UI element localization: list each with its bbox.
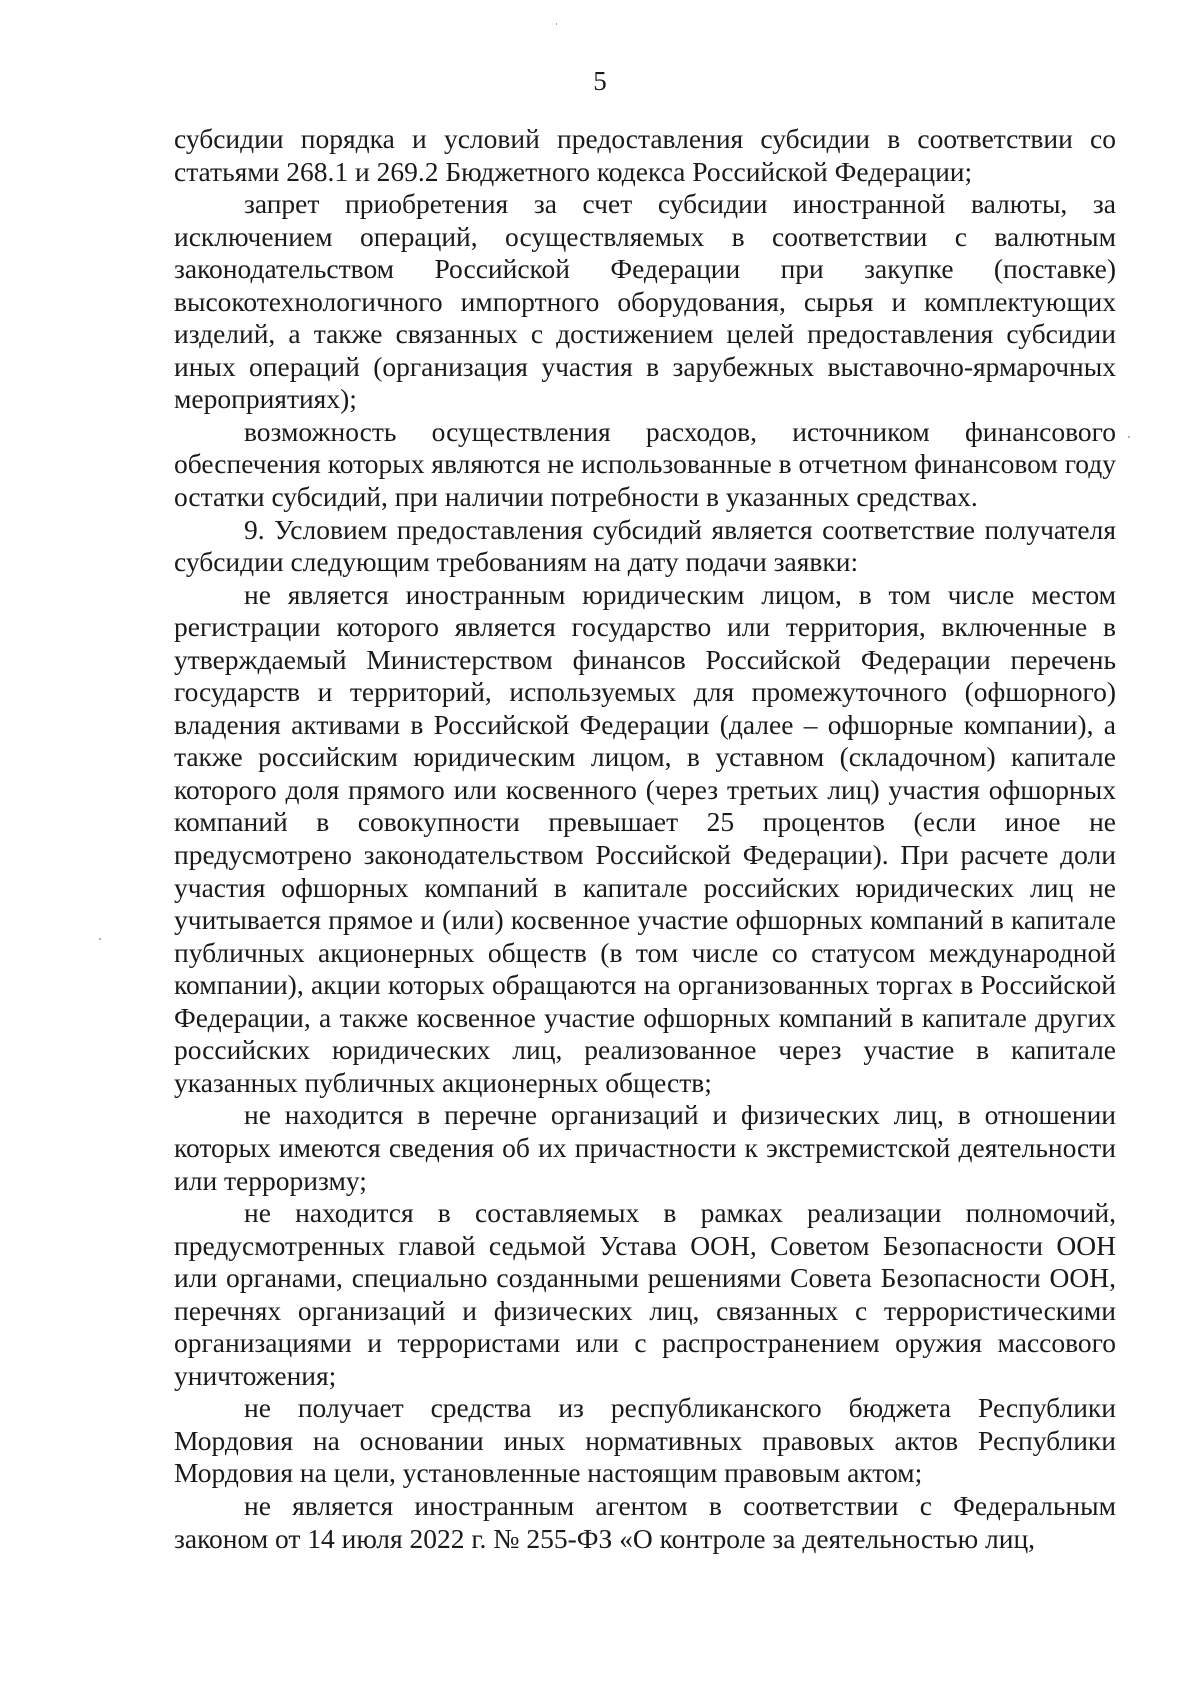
document-body bbox=[174, 123, 1116, 1555]
scan-speck bbox=[1128, 436, 1130, 438]
scan-speck bbox=[99, 938, 101, 940]
paragraph-subsidy-procedure: субсидии порядка и условий предоставления субсидии в соответствии со статьями 268.1 и 269.2 Бюджетного кодекса Российской Федерации; bbox=[174, 123, 1116, 187]
paragraph-not-extremist-list: не находится в перечне организаций и физических лиц, в отношении которых имеются сведения об их причастности к экстремистской деятельности или терроризму; bbox=[174, 1099, 1116, 1196]
paragraph-not-foreign-entity: не является иностранным юридическим лицом, в том числе местом регистрации которого является государство или территория, включенные в утверждаемый Министерством финансов Российской Федерации перечень государств и территорий, используемых для промежуточного (офшорного) владения активами в Российской Федерации (далее – офшорные компании), а также российским юридическим лицом, в уставном (складочном) капитале которого доля прямого или косвенного (через третьих лиц) участия офшорных компаний в совокупности превышает 25 процентов (если иное не предусмотрено законодательством Российской Федерации). При расчете доли участия офшорных компаний в капитале российских юридических лиц не учитывается прямое и (или) косвенное участие офшорных компаний в капитале публичных акционерных обществ (в том числе со статусом международной компании), акции которых обращаются на организованных торгах в Российской Федерации, а также косвенное участие офшорных компаний в капитале других российских юридических лиц, реализованное через участие в капитале указанных публичных акционерных обществ; bbox=[174, 578, 1116, 1098]
scan-speck bbox=[556, 23, 557, 25]
paragraph-no-other-funds: не получает средства из республиканского бюджета Республики Мордовия на основании иных нормативных правовых актов Республики Мордовия на цели, установленные настоящим правовым актом; bbox=[174, 1392, 1116, 1489]
paragraph-not-un-list: не находится в составляемых в рамках реализации полномочий, предусмотренных главой седьмой Устава ООН, Советом Безопасности ООН или органами, специально созданными решениями Совета Безопасности ООН, перечнях организаций и физических лиц, связанных с террористическими организациями и террористами или с распространением оружия массового уничтожения; bbox=[174, 1197, 1116, 1391]
paragraph-remaining-funds: возможность осуществления расходов, источником финансового обеспечения которых являются не использованные в отчетном финансовом году остатки субсидий, при наличии потребности в указанных средствах. bbox=[174, 415, 1116, 513]
paragraph-not-foreign-agent: не является иностранным агентом в соответствии с Федеральным законом от 14 июля 2022 г. № 255-ФЗ «О контроле за деятельностью лиц, bbox=[174, 1489, 1116, 1554]
paragraph-currency-ban: запрет приобретения за счет субсидии иностранной валюты, за исключением операций, осуществляемых в соответствии с валютным законодательством Российской Федерации при закупке (поставке) высокотехнологичного импортного оборудования, сырья и комплектующих изделий, а также связанных с достижением целей предоставления субсидии иных операций (организация участия в зарубежных выставочно-ярмарочных мероприятиях); bbox=[174, 188, 1116, 415]
paragraph-clause-9: 9. Условием предоставления субсидий является соответствие получателя субсидии следующим требованиям на дату подачи заявки: bbox=[174, 513, 1116, 578]
page-number: 5 bbox=[593, 66, 607, 96]
